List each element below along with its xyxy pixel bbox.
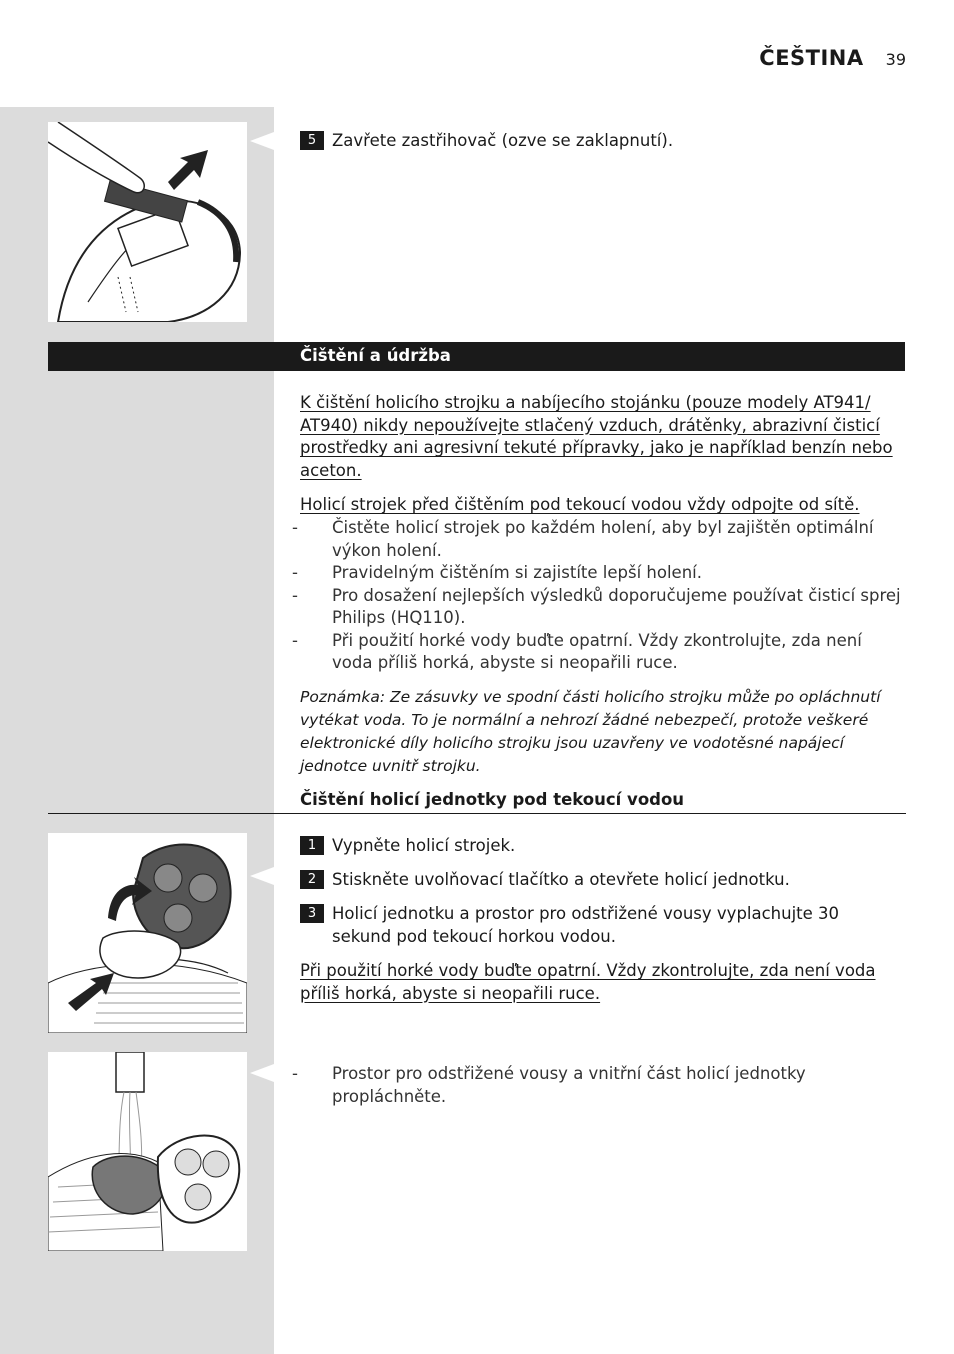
list-item: - Pro dosažení nejlepších výsledků doporučujeme používat čisticí sprej Philips (HQ110). [292,585,901,627]
language-title: ČEŠTINA [759,46,864,70]
step-number: 3 [300,904,324,923]
step-text: Holicí jednotku a prostor pro odstřižené vousy vyplachujte 30 sekund pod tekoucí horkou vodou. [332,904,840,946]
step-text: Zavřete zastřihovač (ozve se zaklapnutí). [332,131,674,150]
list-item: - Při použití horké vody buďte opatrní. Vždy zkontrolujte, zda není voda příliš horká, abyste si neopařili ruce. [292,630,862,672]
step-2 [300,868,790,891]
step-number: 1 [300,836,324,855]
warning-unplug: Holicí strojek před čištěním pod tekoucí vodou vždy odpojte od sítě. [300,495,860,514]
step-5 [300,129,673,152]
warning-cleaning-agents: K čištění holicího strojku a nabíjecího stojánku (pouze modely AT941/ AT940) nikdy nepoužívejte stlačený vzduch, drátěnky, abrazivní čisticí prostředky ani agresivní tekuté přípravky, jako je například benzín nebo aceton. [300,393,893,480]
step-text: Stiskněte uvolňovací tlačítko a otevřete holicí jednotku. [332,870,790,889]
rinse-illustration [48,1052,247,1251]
subheading: Čištění holicí jednotky pod tekoucí vodou [300,790,685,809]
page-header [759,46,906,70]
list-item: - Pravidelným čištěním si zajistíte lepší holení. [292,563,702,582]
open-shaving-unit-illustration [48,833,247,1033]
trimmer-close-illustration [48,122,247,322]
cleaning-tips-list [292,517,906,675]
page-number: 39 [885,50,906,69]
list-item: - Čistěte holicí strojek po každém holení, aby byl zajištěn optimální výkon holení. [292,518,874,560]
rinse-tips-list [292,1063,906,1108]
divider [48,813,906,814]
warning-hot-water: Při použití horké vody buďte opatrní. Vždy zkontrolujte, zda není voda příliš horká, abyste si neopařili ruce. [300,961,876,1003]
illustration-pointer [250,1064,274,1082]
illustration-pointer [250,132,274,150]
step-number: 2 [300,870,324,889]
step-text: Vypněte holicí strojek. [332,836,516,855]
section-title: Čištění a údržba [300,346,451,365]
list-item: - Prostor pro odstřižené vousy a vnitřní část holicí jednotky propláchněte. [292,1064,806,1106]
note: Poznámka: Ze zásuvky ve spodní části holicího strojku může po opláchnutí vytékat voda. To je normální a nehrozí žádné nebezpečí, protože veškeré elektronické díly holicího strojku jsou uzavřeny ve vodotěsné napájecí jednotce uvnitř strojku. [300,688,881,775]
illustration-pointer [250,867,274,885]
step-number: 5 [300,131,324,150]
step-3 [300,902,860,948]
step-1 [300,834,515,857]
section-bar [48,342,905,371]
